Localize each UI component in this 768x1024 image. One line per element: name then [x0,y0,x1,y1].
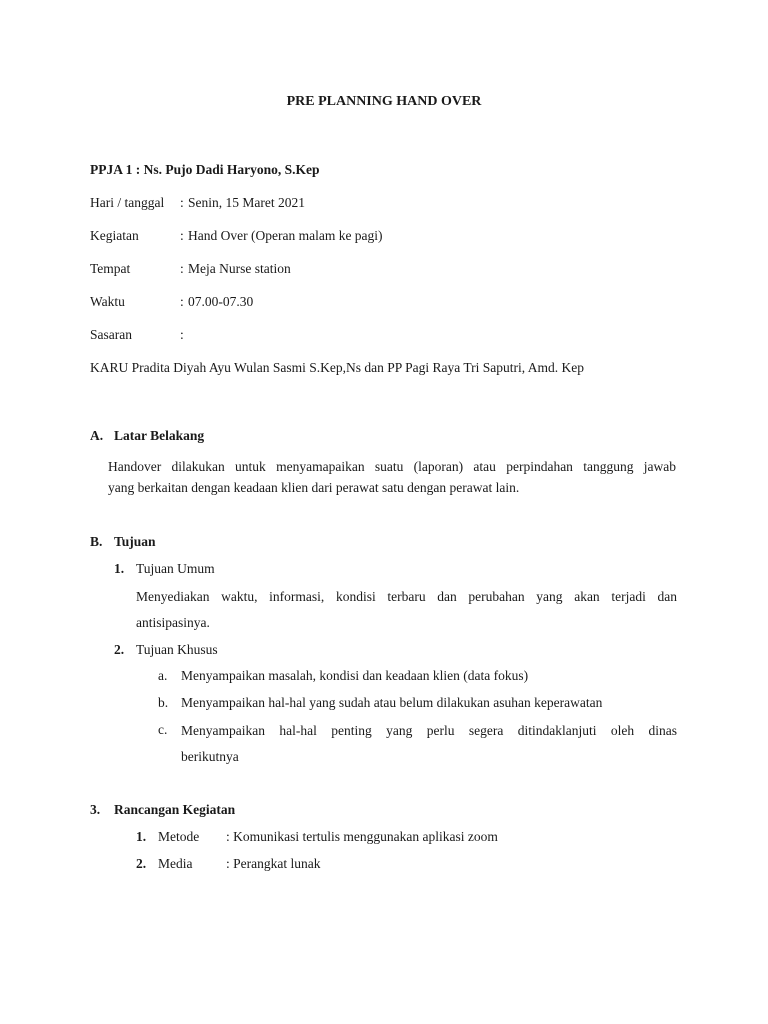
info-sep-sasaran: : [180,327,184,342]
info-value-hari: Senin, 15 Maret 2021 [188,195,305,210]
tujuan-umum-num: 1. [114,561,125,576]
tujuan-umum-line-2: antisipasinya. [136,615,210,630]
tujuan-umum-line-1: Menyediakan waktu, informasi, kondisi terbaru dan perubahan yang akan terjadi dan [136,589,677,604]
tujuan-khusus-b-text: Menyampaikan hal-hal yang sudah atau belum dilakukan asuhan keperawatan [181,695,603,710]
section-a-heading: Latar Belakang [114,428,205,443]
sasaran-line: KARU Pradita Diyah Ayu Wulan Sasmi S.Kep,Ns dan PP Pagi Raya Tri Saputri, Amd. Kep [90,360,584,375]
tujuan-khusus-c-line-1: Menyampaikan hal-hal penting yang perlu segera ditindaklanjuti oleh dinas [181,723,677,738]
info-label-waktu: Waktu [90,294,125,309]
info-sep-kegiatan: : [180,228,184,243]
info-sep-hari: : [180,195,184,210]
info-value-tempat: Meja Nurse station [188,261,291,276]
info-label-tempat: Tempat [90,261,131,276]
tujuan-khusus-label: Tujuan Khusus [136,642,218,657]
section-3-heading: Rancangan Kegiatan [114,802,236,817]
info-sep-tempat: : [180,261,184,276]
section-3-marker: 3. [90,802,101,817]
rancangan-item-1-label: Metode [158,829,200,844]
tujuan-umum-label: Tujuan Umum [136,561,215,576]
info-value-waktu: 07.00-07.30 [188,294,254,309]
tujuan-khusus-a-letter: a. [158,668,168,683]
section-b-marker: B. [90,534,103,549]
info-sep-waktu: : [180,294,184,309]
section-a-line-1: Handover dilakukan untuk menyamapaikan suatu (laporan) atau perpindahan tanggung jawab [108,459,676,474]
tujuan-khusus-c-line-2: berikutnya [181,749,239,764]
info-value-kegiatan: Hand Over (Operan malam ke pagi) [188,228,383,243]
rancangan-item-2-label: Media [158,856,193,871]
document-title: PRE PLANNING HAND OVER [286,94,482,109]
section-a-line-2: yang berkaitan dengan keadaan klien dari perawat satu dengan perawat lain. [108,480,520,495]
tujuan-khusus-a-text: Menyampaikan masalah, kondisi dan keadaan klien (data fokus) [181,668,529,683]
info-label-hari: Hari / tanggal [90,195,165,210]
section-a-marker: A. [90,428,104,443]
rancangan-item-2-value: : Perangkat lunak [226,856,321,871]
rancangan-item-1-value: : Komunikasi tertulis menggunakan aplikasi zoom [226,829,498,844]
rancangan-item-2-num: 2. [136,856,147,871]
ppja-line: PPJA 1 : Ns. Pujo Dadi Haryono, S.Kep [90,162,320,177]
tujuan-khusus-b-letter: b. [158,695,169,710]
section-b-heading: Tujuan [114,534,156,549]
rancangan-item-1-num: 1. [136,829,147,844]
info-label-kegiatan: Kegiatan [90,228,139,243]
info-label-sasaran: Sasaran [90,327,132,342]
tujuan-khusus-num: 2. [114,642,125,657]
tujuan-khusus-c-letter: c. [158,722,168,737]
